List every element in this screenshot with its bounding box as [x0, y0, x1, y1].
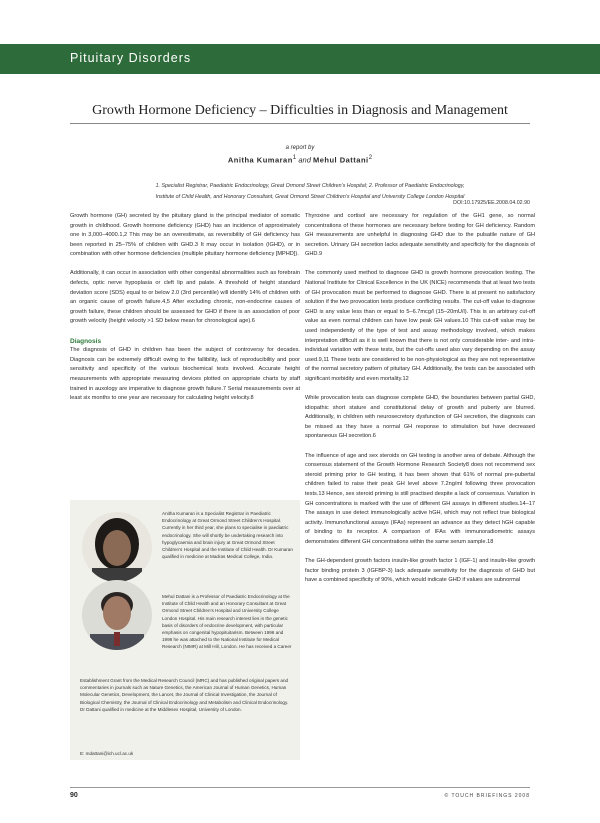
paragraph: Thyroxine and cortisol are necessary for regulation of the GH1 gene, so normal concentrations of these hormones are necessary before testing for GH deficiency. Random GH measurements are unhelpful in diagnosing GHD due to the pulsatile nature of GH secretion. Urinary GH secretion lacks adequate sensitivity and specificity for the diagnosis of GHD.9 [305, 213, 535, 258]
author1-bio: Anitha Kumaran is a Specialist Registrar in Paediatric Endocrinology at Great Ormond Street Children’s Hospital. Currently in her third year, she plans to specialise in paediatric endocrinology. She will shortly be undertaking research into hypoglycaemia and brain injury at Great Ormond Street Children’s Hospital and the Institute of Child Health. Dr Kumaran qualified in medicine at Madras Medical College, India. [162, 511, 293, 560]
author2-bio-continued: Establishment Grant from the Medical Research Council (MRC) and has published original papers and commentaries in journals such as Nature Genetics, the American Journal of Human Genetics, Human Molecular Genetics, Development, the Lancet, the Journal of Clinical Investigation, the Journal of Biological Chemistry, the Journal of Clinical Endocrinology and Metabolism and Clinical Endocrinology. Dr Dattani qualified in medicine at the Middlesex Hospital, University of London. [80, 678, 289, 712]
section-heading-diagnosis: Diagnosis [70, 337, 102, 345]
author2-bio: Mehul Dattani is a Professor of Paediatric Endocrinology at the Institute of Child Health and an Honorary Consultant at Great Ormond Street Children’s Hospital and University College London Hospital. His main research interest lies in the genetic basis of disorders of endocrine development, with particular emphasis on congenital hypopituitarism. Between 1996 and 1998 he was attached to the National Institute for Medical Research (NIMR) at Mill Hill, London. He has received a Career [162, 594, 292, 650]
footer-divider [70, 787, 530, 788]
article-title: Growth Hormone Deficiency – Difficulties in Diagnosis and Management [92, 103, 508, 118]
paragraph: While provocation tests can diagnose complete GHD, the boundaries between partial GHD, idiopathic short stature and constitutional delay of growth and puberty are blurred. Additionally, in children with neurosecretory dysfunction of GH secretion, the diagnosis can be missed as they have a normal GH response to stimulation but have decreased spontaneous GH secretion.6 [305, 395, 535, 440]
author1-name: Anitha Kumaran [227, 155, 293, 165]
author-bio-box [70, 500, 300, 760]
author1-photo [82, 512, 152, 582]
page-number: 90 [70, 792, 78, 799]
paragraph: The diagnosis of GHD in children has been the subject of controversy for decades. Diagnosis can be extremely difficult owing to the fallibility, lack of reproducibility and poor sensitivity and specificity of the various biochemical tests involved. Accurate height measurements with appropriate measuring devices plotted on appropriate charts by staff trained in auxology are imperative to diagnose growth failure.7 Serial measurements over at least six months to one year are necessary for calculating height velocity.8 [70, 347, 300, 402]
section-title: Pituitary Disorders [70, 51, 192, 65]
contact-email: E: mdattani@ich.ucl.ac.uk [80, 751, 134, 756]
paragraph: The influence of age and sex steroids on GH testing is another area of debate. Although the consensus statement of the Growth Hormone Research Society8 does not recommend sex steroid priming prior to GH testing, it has been shown that 61% of normal pre-pubertal children failed to raise their peak GH level above 7.2ng/ml following three provocation tests.13 Hence, sex steroid priming is still practised despite a lack of consensus. Variation in GH concentrations is marked with the use of different GH assays in different studies.14–17 The assays in use detect immunologically active hGH, which may not reflect true biological activity. Immunofunctional assays (IFAs) represent an advance as they detect hGH capable of binding to its receptor. A comparison of IFAs with immunoradiometric assays demonstrates different GH concentrations within the same serum sample.18 [305, 452, 535, 545]
doi: DOI:10.17925/EE.2008.04.02.90 [453, 200, 530, 206]
paragraph: The GH-dependent growth factors insulin-like growth factor 1 (IGF-1) and insulin-like growth factor binding protein 3 (IGFBP-3) lack adequate sensitivity for the diagnosis of GHD but have a combined specificity of 90%, which would indicate GHD if values are subnormal [305, 558, 535, 584]
affiliation-line-1: 1. Specialist Registrar, Paediatric Endocrinology, Great Ormond Street Children’s Hospital; 2. Professor of Paediatric Endocrinology, [155, 183, 465, 189]
paragraph: Additionally, it can occur in association with other congenital abnormalities such as forebrain defects, optic nerve hypoplasia or cleft lip and palate. A threshold of height standard deviation score (SDS) equal to or below 2.0 (3rd percentile) will identify 14% of children with an organic cause of growth failure.4,5 After excluding chronic, non-endocrine causes of growth failure, these children should be assessed for GHD if there is an association of poor growth velocity (height velocity >1 SD below mean for chronological age).6 [70, 270, 300, 325]
author2-sup: 2 [368, 154, 373, 161]
author1-sup: 1 [292, 154, 297, 161]
publisher-credit: © TOUCH BRIEFINGS 2008 [444, 793, 530, 799]
paragraph: The commonly used method to diagnose GHD is growth hormone provocation testing. The National Institute for Clinical Excellence in the UK (NICE) recommends that at least two tests of GH provocation must be performed to diagnose GHD. There is at present no satisfactory solution if the two provocation tests produce conflicting results. The cut-off value to diagnose GHD is any value less than or equal to 5–6.7mcg/l (15–20mU/l). This is an arbitrary cut-off value as even normal children can have low peak GH values.10 This cut-off value may be used independently of the type of test and assay methodology involved, which makes interpretation difficult as it is well known that there is not only considerable inter- and intra-individual variation with these tests, but the cut-offs used also vary depending on the assay used.9,11 These tests are considered to be non-physiological as they are not representative of the normal secretory pattern of pituitary GH. Additionally, the tests can be associated with significant morbidity and even mortality.12 [305, 270, 535, 382]
report-by: a report by [285, 145, 315, 151]
affiliation-line-2: Institute of Child Health, and Honorary Consultant, Great Ormond Street Children’s Hospital and University College London Hospital [155, 194, 465, 200]
author2-photo [82, 580, 152, 650]
section-banner [0, 44, 600, 74]
authors [0, 154, 600, 165]
right-column [305, 212, 535, 595]
title-divider [70, 123, 530, 124]
paragraph: Growth hormone (GH) secreted by the pituitary gland is the principal mediator of somatic growth in childhood. Growth hormone deficiency (GHD) has an incidence of approximately one in 3,000–4000.1,2 This may be an overestimate, as reversibility of GH deficiency has been reported in 25–75% of children with GHD.3 It may occur in isolation (IGHD), or in combination with other hormone deficiencies (multiple pituitary hormone deficiency [MPHD]). [70, 213, 300, 258]
left-column [70, 212, 300, 413]
author2-name: Mehul Dattani [312, 155, 369, 165]
authors-and: and [296, 155, 313, 165]
